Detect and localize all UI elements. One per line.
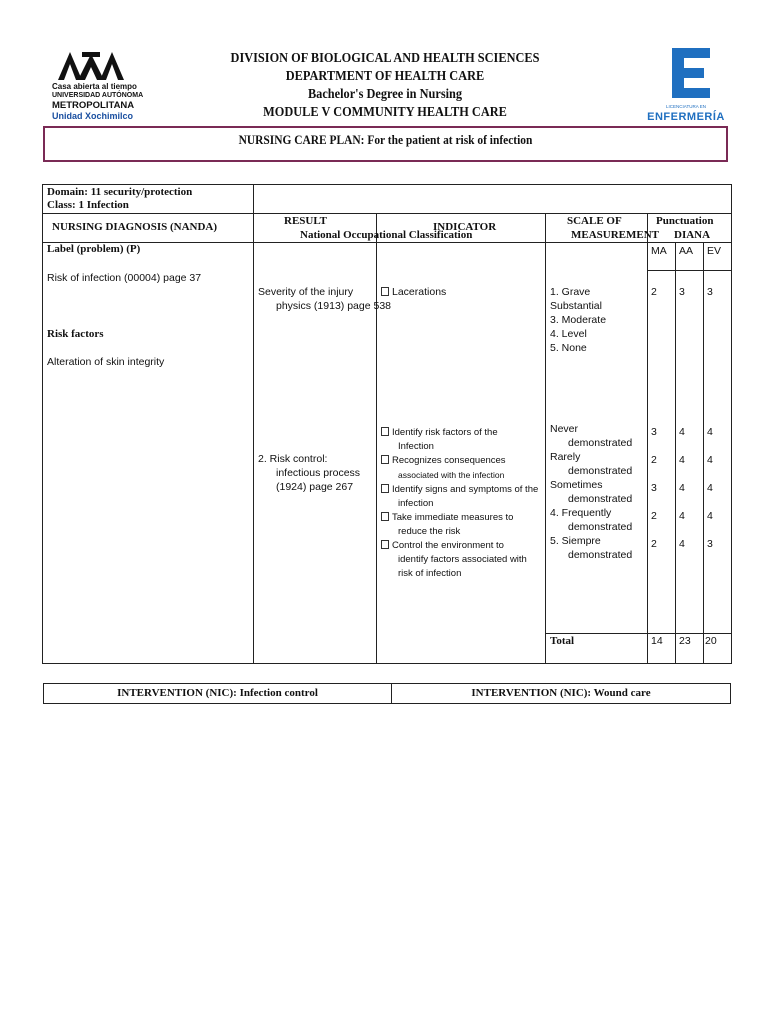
score-ev: 4 [707,454,713,466]
header-department: DEPARTMENT OF HEALTH CARE [285,69,485,84]
score-ma: 2 [651,454,657,466]
scale-1-item: 4. Level [550,328,587,340]
col-punctuation: Punctuation [656,215,714,227]
indicator-item: Identify signs and symptoms of the infection [381,483,538,511]
scale-2-item: demonstrated [568,465,633,477]
score-aa: 4 [679,510,685,522]
scale-2-item: demonstrated [568,521,633,533]
interventions-table [43,683,731,704]
checkbox-icon [381,287,389,296]
result-2-line2: infectious process [276,467,361,479]
intervention-infection-control: INTERVENTION (NIC): Infection control [117,687,318,699]
scale-2-item: demonstrated [568,437,633,449]
result-1-line1: Severity of the injury [258,286,354,298]
score-ma: 2 [651,538,657,550]
total-label: Total [550,635,575,647]
scale-2-item: 4. Frequently [550,507,612,519]
checkbox-icon [381,484,389,493]
indicator-list-2 [381,426,538,581]
indicator-1-text: Lacerations [392,286,447,298]
risk-factor-item: Alteration of skin integrity [47,356,165,368]
indicator-1 [381,285,446,299]
scale-2-item: demonstrated [568,493,633,505]
score-aa: 4 [679,482,685,494]
col-nursing-diagnosis: NURSING DIAGNOSIS (NANDA) [52,221,218,233]
col-result-subtitle: National Occupational Classification [300,229,473,241]
scale-1-item: 5. None [550,342,587,354]
sub-ev: EV [707,245,722,257]
sub-ma: MA [651,245,667,257]
scale-1-item: 3. Moderate [550,314,607,326]
scale-1-item: Substantial [550,300,602,312]
uam-motto: Casa abierta al tiempo [52,82,137,91]
intervention-wound-care: INTERVENTION (NIC): Wound care [471,687,651,699]
score-ma: 2 [651,510,657,522]
uam-unit: Unidad Xochimilco [52,111,134,121]
indicator-item: Recognizes consequences associated with the infection [381,454,538,483]
total-ma: 14 [651,635,663,647]
col-result: RESULT [284,215,328,227]
score-ev: 3 [707,286,713,298]
col-indicator: INDICATOR [433,221,497,233]
indicator-item: Control the environment to identify factors associated with risk of infection [381,539,538,581]
score-ev: 4 [707,482,713,494]
class-label: Class: 1 Infection [47,199,129,211]
header-division: DIVISION OF BIOLOGICAL AND HEALTH SCIENCES [230,51,540,66]
scale-2-item: 5. Siempre [550,535,601,547]
checkbox-icon [381,455,389,464]
checkbox-icon [381,427,389,436]
header-degree: Bachelor's Degree in Nursing [307,87,463,102]
score-ev: 4 [707,510,713,522]
score-aa: 3 [679,286,685,298]
score-ma: 3 [651,482,657,494]
score-aa: 4 [679,426,685,438]
indicator-item: Take immediate measures to reduce the risk [381,511,538,539]
scale-2-item: demonstrated [568,549,633,561]
indicator-item: Identify risk factors of the Infection [381,426,538,454]
uam-metropolitana: METROPOLITANA [52,100,135,111]
score-aa: 4 [679,538,685,550]
total-aa: 23 [679,635,691,647]
uam-university: UNIVERSIDAD AUTÓNOMA [52,92,144,99]
scale-2-item: Rarely [550,451,581,463]
sub-aa: AA [679,245,694,257]
score-aa: 4 [679,454,685,466]
col-scale-line2: MEASUREMENT [571,229,660,241]
result-2-line1: 2. Risk control: [258,453,328,465]
plan-title: NURSING CARE PLAN: For the patient at risk of infection [238,132,533,147]
header-module: MODULE V COMMUNITY HEALTH CARE [263,105,507,120]
label-problem: Label (problem) (P) [47,243,141,255]
checkbox-icon [381,512,389,521]
scale-1-item: 1. Grave [550,286,591,298]
result-2-line3: (1924) page 267 [276,481,354,493]
risk-of-infection: Risk of infection (00004) page 37 [47,272,202,284]
result-1-line2: physics (1913) page 538 [276,300,391,312]
total-ev: 20 [705,635,717,647]
risk-factors-heading: Risk factors [47,328,104,340]
scale-2-item: Never [550,423,579,435]
score-ma: 3 [651,426,657,438]
col-scale-line1: SCALE OF [567,215,622,227]
score-ev: 4 [707,426,713,438]
domain-label: Domain: 11 security/protection [47,186,193,198]
checkbox-icon [381,540,389,549]
enfermeria-small-label: LICENCIATURA EN [666,104,706,109]
enfermeria-wordmark: ENFERMERÍA [647,111,725,123]
score-ev: 3 [707,538,713,550]
col-diana: DIANA [674,229,711,241]
score-ma: 2 [651,286,657,298]
scale-2-item: Sometimes [550,479,603,491]
